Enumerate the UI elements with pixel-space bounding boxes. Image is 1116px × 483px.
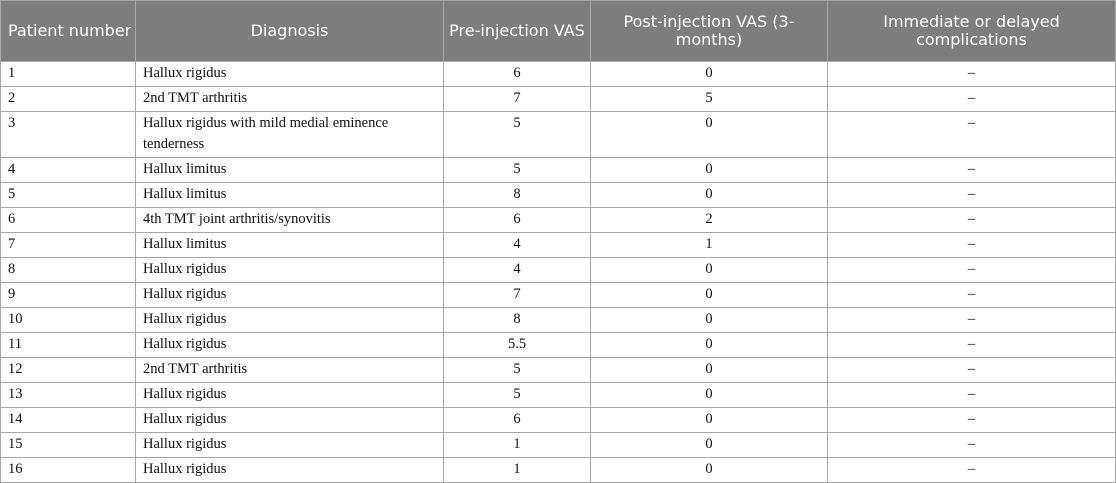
cell-diagnosis: Hallux rigidus <box>136 283 444 308</box>
table-row <box>1 183 1116 208</box>
table-body <box>1 62 1116 483</box>
cell-post-injection-vas: 0 <box>591 333 828 358</box>
cell-post-injection-vas: 0 <box>591 358 828 383</box>
cell-patient-number: 3 <box>1 112 136 158</box>
table-row <box>1 383 1116 408</box>
cell-post-injection-vas: 1 <box>591 233 828 258</box>
cell-pre-injection-vas: 1 <box>444 433 591 458</box>
cell-patient-number: 2 <box>1 87 136 112</box>
cell-pre-injection-vas: 5 <box>444 358 591 383</box>
cell-post-injection-vas: 0 <box>591 112 828 158</box>
cell-complications: – <box>828 358 1116 383</box>
cell-diagnosis: Hallux rigidus <box>136 333 444 358</box>
cell-patient-number: 4 <box>1 158 136 183</box>
cell-pre-injection-vas: 6 <box>444 62 591 87</box>
header-complications: Immediate or delayed complications <box>828 1 1116 62</box>
cell-complications: – <box>828 258 1116 283</box>
cell-pre-injection-vas: 8 <box>444 183 591 208</box>
cell-complications: – <box>828 408 1116 433</box>
cell-diagnosis: Hallux rigidus <box>136 458 444 483</box>
cell-pre-injection-vas: 6 <box>444 408 591 433</box>
cell-post-injection-vas: 0 <box>591 283 828 308</box>
table-row <box>1 258 1116 283</box>
cell-post-injection-vas: 0 <box>591 383 828 408</box>
table-row <box>1 233 1116 258</box>
cell-patient-number: 9 <box>1 283 136 308</box>
cell-pre-injection-vas: 7 <box>444 87 591 112</box>
cell-post-injection-vas: 0 <box>591 308 828 333</box>
table-row <box>1 87 1116 112</box>
cell-post-injection-vas: 0 <box>591 408 828 433</box>
cell-complications: – <box>828 333 1116 358</box>
table-row <box>1 112 1116 158</box>
cell-diagnosis: Hallux limitus <box>136 158 444 183</box>
table-row <box>1 62 1116 87</box>
cell-pre-injection-vas: 5 <box>444 112 591 158</box>
cell-diagnosis: Hallux rigidus <box>136 433 444 458</box>
cell-post-injection-vas: 0 <box>591 158 828 183</box>
cell-post-injection-vas: 2 <box>591 208 828 233</box>
cell-complications: – <box>828 62 1116 87</box>
cell-diagnosis: Hallux rigidus <box>136 383 444 408</box>
cell-complications: – <box>828 183 1116 208</box>
cell-diagnosis: Hallux rigidus <box>136 308 444 333</box>
table-row <box>1 208 1116 233</box>
cell-patient-number: 13 <box>1 383 136 408</box>
cell-pre-injection-vas: 5.5 <box>444 333 591 358</box>
cell-patient-number: 14 <box>1 408 136 433</box>
cell-pre-injection-vas: 7 <box>444 283 591 308</box>
cell-pre-injection-vas: 6 <box>444 208 591 233</box>
cell-complications: – <box>828 283 1116 308</box>
cell-complications: – <box>828 458 1116 483</box>
cell-diagnosis: Hallux rigidus <box>136 258 444 283</box>
cell-post-injection-vas: 0 <box>591 258 828 283</box>
cell-diagnosis: Hallux rigidus <box>136 408 444 433</box>
cell-complications: – <box>828 87 1116 112</box>
cell-post-injection-vas: 0 <box>591 183 828 208</box>
table-row <box>1 408 1116 433</box>
header-row <box>1 1 1116 62</box>
cell-pre-injection-vas: 5 <box>444 383 591 408</box>
cell-complications: – <box>828 233 1116 258</box>
cell-diagnosis: Hallux limitus <box>136 183 444 208</box>
cell-patient-number: 7 <box>1 233 136 258</box>
header-pre-injection-vas: Pre-injection VAS <box>444 1 591 62</box>
cell-complications: – <box>828 158 1116 183</box>
cell-patient-number: 5 <box>1 183 136 208</box>
cell-patient-number: 8 <box>1 258 136 283</box>
table-row <box>1 158 1116 183</box>
cell-complications: – <box>828 112 1116 158</box>
header-patient-number: Patient number <box>1 1 136 62</box>
cell-post-injection-vas: 0 <box>591 433 828 458</box>
cell-patient-number: 1 <box>1 62 136 87</box>
cell-patient-number: 11 <box>1 333 136 358</box>
cell-patient-number: 10 <box>1 308 136 333</box>
cell-patient-number: 12 <box>1 358 136 383</box>
cell-post-injection-vas: 0 <box>591 62 828 87</box>
cell-patient-number: 6 <box>1 208 136 233</box>
cell-diagnosis: 4th TMT joint arthritis/synovitis <box>136 208 444 233</box>
cell-diagnosis: 2nd TMT arthritis <box>136 358 444 383</box>
cell-diagnosis: Hallux rigidus with mild medial eminence tenderness <box>136 112 444 158</box>
header-post-injection-vas: Post-injection VAS (3-months) <box>591 1 828 62</box>
cell-post-injection-vas: 5 <box>591 87 828 112</box>
cell-pre-injection-vas: 8 <box>444 308 591 333</box>
table-row <box>1 308 1116 333</box>
header-diagnosis: Diagnosis <box>136 1 444 62</box>
cell-diagnosis: Hallux rigidus <box>136 62 444 87</box>
cell-patient-number: 15 <box>1 433 136 458</box>
cell-pre-injection-vas: 4 <box>444 258 591 283</box>
cell-complications: – <box>828 308 1116 333</box>
cell-complications: – <box>828 433 1116 458</box>
cell-diagnosis: Hallux limitus <box>136 233 444 258</box>
cell-complications: – <box>828 208 1116 233</box>
table-row <box>1 433 1116 458</box>
table-row <box>1 333 1116 358</box>
cell-post-injection-vas: 0 <box>591 458 828 483</box>
table-row <box>1 358 1116 383</box>
table-row <box>1 283 1116 308</box>
cell-complications: – <box>828 383 1116 408</box>
cell-patient-number: 16 <box>1 458 136 483</box>
cell-pre-injection-vas: 1 <box>444 458 591 483</box>
cell-diagnosis: 2nd TMT arthritis <box>136 87 444 112</box>
table-row <box>1 458 1116 483</box>
cell-pre-injection-vas: 5 <box>444 158 591 183</box>
cell-pre-injection-vas: 4 <box>444 233 591 258</box>
